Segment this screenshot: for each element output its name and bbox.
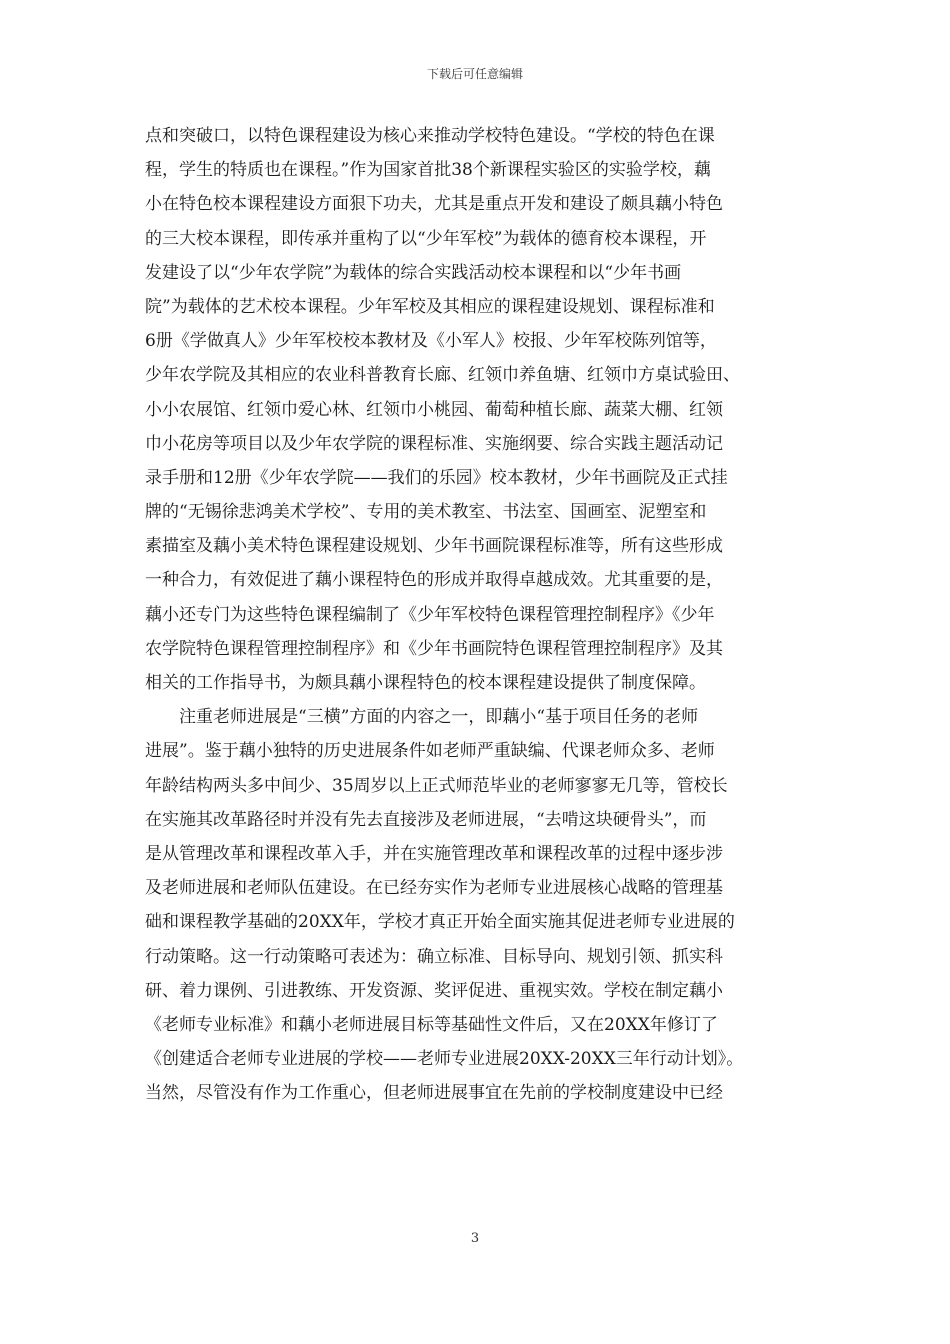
text-line: 《老师专业标准》和藕小老师进展目标等基础性文件后，又在20XX年修订了	[145, 1014, 718, 1035]
text-line: 是从管理改革和课程改革入手，并在实施管理改革和课程改革的过程中逐步涉	[145, 843, 723, 864]
text-line: 《创建适合老师专业进展的学校——老师专业进展20XX-20XX三年行动计划》。	[145, 1049, 744, 1070]
page-number: 3	[470, 1231, 480, 1246]
text-line: 院”为载体的艺术校本课程。少年军校及其相应的课程建设规划、课程标准和	[145, 296, 715, 317]
text-line: 及老师进展和老师队伍建设。在已经夯实作为老师专业进展核心战略的管理基	[145, 878, 723, 899]
text-line: 农学院特色课程管理控制程序》和《少年书画院特色课程管理控制程序》及其	[145, 638, 723, 659]
text-line: 进展”。鉴于藕小独特的历史进展条件如老师严重缺编、代课老师众多、老师	[145, 741, 715, 762]
paragraph-start-line: 注重老师进展是“三横”方面的内容之一，即藕小“基于项目任务的老师	[145, 707, 699, 728]
text-line: 在实施其改革路径时并没有先去直接涉及老师进展，“去啃这块硬骨头”，而	[145, 809, 707, 830]
text-line: 巾小花房等项目以及少年农学院的课程标准、实施纲要、综合实践主题活动记	[145, 433, 723, 454]
text-line: 录手册和12册《少年农学院——我们的乐园》校本教材，少年书画院及正式挂	[145, 467, 728, 488]
text-line: 藕小还专门为这些特色课程编制了《少年军校特色课程管理控制程序》《少年	[145, 604, 715, 625]
text-line: 相关的工作指导书，为颇具藕小课程特色的校本课程建设提供了制度保障。	[145, 673, 706, 693]
text-line: 素描室及藕小美术特色课程建设规划、少年书画院课程标准等，所有这些形成	[145, 536, 723, 557]
text-line: 小小农展馆、红领巾爱心林、红领巾小桃园、葡萄种植长廊、蔬菜大棚、红领	[145, 399, 723, 420]
text-line: 研、着力课例、引进教练、开发资源、奖评促进、重视实效。学校在制定藕小	[145, 980, 723, 1001]
text-line: 础和课程教学基础的20XX年，学校才真正开始全面实施其促进老师专业进展的	[145, 912, 735, 933]
text-line: 少年农学院及其相应的农业科普教育长廊、红领巾养鱼塘、红领巾方桌试验田、	[145, 365, 740, 386]
text-line: 的三大校本课程，即传承并重构了以“少年军校”为载体的德育校本课程，开	[145, 228, 707, 249]
text-line: 年龄结构两头多中间少、35周岁以上正式师范毕业的老师寥寥无几等，管校长	[145, 775, 728, 796]
text-line: 牌的“无锡徐悲鸿美术学校”、专用的美术教室、书法室、国画室、泥塑室和	[145, 502, 707, 523]
text-line: 发建设了以“少年农学院”为载体的综合实践活动校本课程和以“少年书画	[145, 262, 682, 283]
text-line: 行动策略。这一行动策略可表述为：确立标准、目标导向、规划引领、抓实科	[145, 946, 723, 967]
text-line: 点和突破口，以特色课程建设为核心来推动学校特色建设。“学校的特色在课	[145, 126, 715, 146]
text-line: 小在特色校本课程建设方面狠下功夫，尤其是重点开发和建设了颇具藕小特色	[145, 194, 723, 215]
text-line: 一种合力，有效促进了藕小课程特色的形成并取得卓越成效。尤其重要的是，	[145, 570, 723, 591]
text-line: 当然，尽管没有作为工作重心，但老师进展事宜在先前的学校制度建设中已经	[145, 1083, 723, 1104]
text-line: 程，学生的特质也在课程。”作为国家首批38个新课程实验区的实验学校，藕	[145, 160, 711, 181]
document-body	[145, 119, 810, 1110]
text-line: 6册《学做真人》少年军校校本教材及《小军人》校报、少年军校陈列馆等，	[145, 331, 717, 352]
page-header: 下载后可任意编辑	[426, 67, 523, 81]
